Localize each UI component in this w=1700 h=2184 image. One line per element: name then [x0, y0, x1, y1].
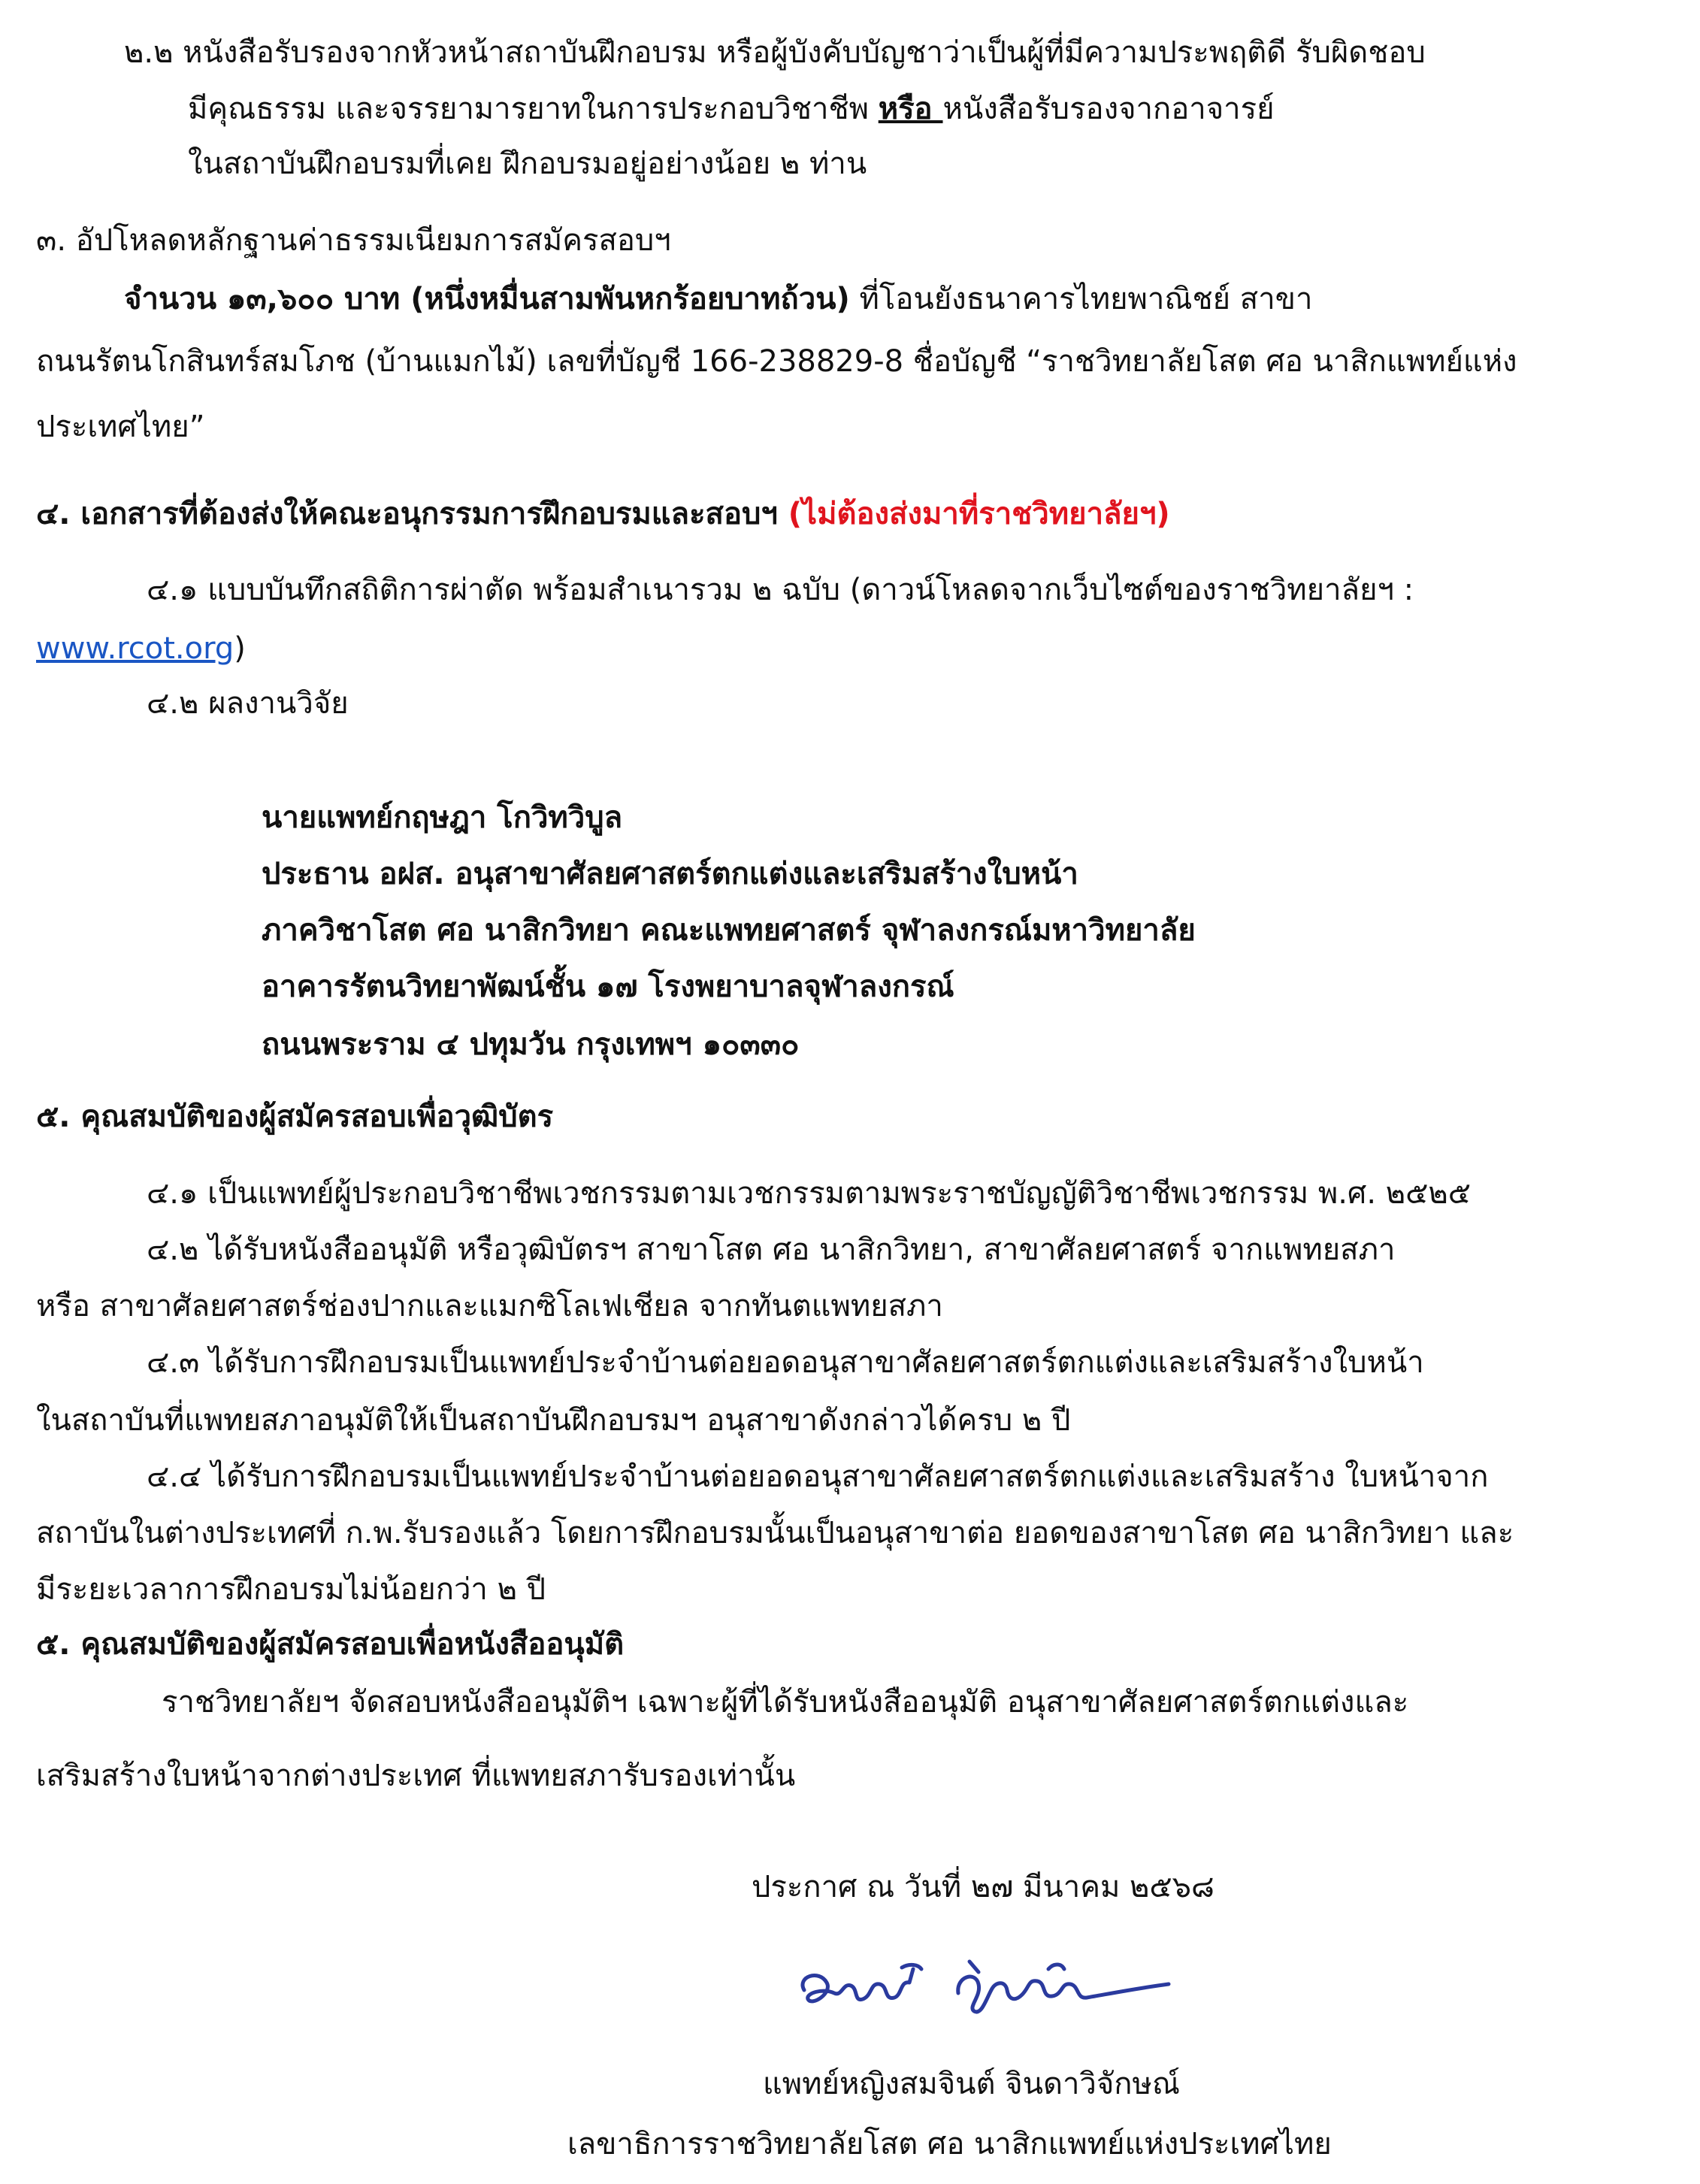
signer-name: แพทย์หญิงสมจินต์ จินดาวิจักษณ์ [763, 2067, 1180, 2101]
address-line-5: ถนนพระราม ๔ ปทุมวัน กรุงเทพฯ ๑๐๓๓๐ [262, 1027, 800, 1062]
section-5-approval-line-1: ราชวิทยาลัยฯ จัดสอบหนังสืออนุมัติฯ เฉพาะผู้ที่ได้รับหนังสืออนุมัติ อนุสาขาศัลยศาสตร์ตกแต่งและ [162, 1685, 1409, 1720]
section-3-account-name-end: ประเทศไทย” [36, 410, 205, 444]
section-2-2-text-a: มีคุณธรรม และจรรยามารยาทในการประกอบวิชาชีพ [188, 92, 879, 126]
section-4-item-1-line-1: ๔.๑ แบบบันทึกสถิติการผ่าตัด พร้อมสำเนารวม ๒ ฉบับ (ดาวน์โหลดจากเว็บไซต์ของราชวิทยาลัยฯ : [147, 573, 1414, 607]
section-4-heading-note: (ไม่ต้องส่งมาที่ราชวิทยาลัยฯ) [788, 497, 1170, 531]
section-5-diploma-heading: ๕. คุณสมบัติของผู้สมัครสอบเพื่อวุฒิบัตร [36, 1100, 554, 1134]
section-5-item-2-line-2: หรือ สาขาศัลยศาสตร์ช่องปากและแมกซิโลเฟเชียล จากทันตแพทยสภา [36, 1289, 943, 1323]
fee-amount: จำนวน ๑๓,๖๐๐ บาท (หนึ่งหมื่นสามพันหกร้อยบาทถ้วน) [124, 282, 850, 316]
section-3-account-line: ถนนรัตนโกสินทร์สมโภช (บ้านแมกไม้) เลขที่บัญชี 166-238829-8 ชื่อบัญชี “ราชวิทยาลัยโสต ศอ นาสิกแพทย์แห่ง [36, 344, 1517, 379]
section-4-heading [36, 493, 1170, 535]
section-2-2-or-emphasis: หรือ [878, 92, 943, 126]
section-2-2-text-b: หนังสือรับรองจากอาจารย์ [942, 92, 1275, 126]
fee-bank-text: ที่โอนยังธนาคารไทยพาณิชย์ สาขา [849, 282, 1313, 316]
address-line-4: อาคารรัตนวิทยาพัฒน์ชั้น ๑๗ โรงพยาบาลจุฬาลงกรณ์ [262, 969, 954, 1004]
section-4-item-2: ๔.๒ ผลงานวิจัย [147, 686, 349, 721]
section-4-item-1-line-2 [36, 628, 246, 670]
address-line-1: นายแพทย์กฤษฎา โกวิทวิบูล [262, 800, 623, 835]
address-line-3: ภาควิชาโสต ศอ นาสิกวิทยา คณะแพทยศาสตร์ จุฬาลงกรณ์มหาวิทยาลัย [262, 913, 1196, 948]
section-3-heading: ๓. อัปโหลดหลักฐานค่าธรรมเนียมการสมัครสอบฯ [36, 223, 671, 258]
signer-title: เลขาธิการราชวิทยาลัยโสต ศอ นาสิกแพทย์แห่งประเทศไทย [567, 2127, 1332, 2161]
section-5-item-4-line-3: มีระยะเวลาการฝึกอบรมไม่น้อยกว่า ๒ ปี [36, 1572, 546, 1607]
section-2-2-line-1: ๒.๒ หนังสือรับรองจากหัวหน้าสถาบันฝึกอบรม หรือผู้บังคับบัญชาว่าเป็นผู้ที่มีความประพฤติดี รับผิดชอบ [124, 35, 1426, 70]
section-5-approval-heading: ๕. คุณสมบัติของผู้สมัครสอบเพื่อหนังสืออนุมัติ [36, 1627, 625, 1662]
handwritten-signature [789, 1947, 1180, 2029]
address-line-2: ประธาน อฝส. อนุสาขาศัลยศาสตร์ตกแต่งและเสริมสร้างใบหน้า [262, 857, 1078, 891]
section-5-item-1: ๔.๑ เป็นแพทย์ผู้ประกอบวิชาชีพเวชกรรมตามเวชกรรมตามพระราชบัญญัติวิชาชีพเวชกรรม พ.ศ. ๒๕๒๕ [147, 1176, 1472, 1211]
section-5-item-4-line-2: สถาบันในต่างประเทศที่ ก.พ.รับรองแล้ว โดยการฝึกอบรมนั้นเป็นอนุสาขาต่อ ยอดของสาขาโสต ศอ นาสิกวิทยา และ [36, 1516, 1514, 1550]
section-2-2-line-2 [188, 88, 1275, 130]
announcement-date: ประกาศ ณ วันที่ ๒๗ มีนาคม ๒๕๖๘ [752, 1870, 1215, 1904]
section-3-amount-line [124, 278, 1312, 320]
section-4-item-1-close: ) [234, 631, 246, 666]
section-5-item-4-line-1: ๔.๔ ได้รับการฝึกอบรมเป็นแพทย์ประจำบ้านต่อยอดอนุสาขาศัลยศาสตร์ตกแต่งและเสริมสร้าง ใบหน้าจาก [147, 1460, 1489, 1494]
section-5-approval-line-2: เสริมสร้างใบหน้าจากต่างประเทศ ที่แพทยสภารับรองเท่านั้น [36, 1759, 796, 1793]
section-5-item-3-line-1: ๔.๓ ได้รับการฝึกอบรมเป็นแพทย์ประจำบ้านต่อยอดอนุสาขาศัลยศาสตร์ตกแต่งและเสริมสร้างใบหน้า [147, 1345, 1424, 1380]
section-5-item-3-line-2: ในสถาบันที่แพทยสภาอนุมัติให้เป็นสถาบันฝึกอบรมฯ อนุสาขาดังกล่าวได้ครบ ๒ ปี [36, 1403, 1071, 1438]
section-4-heading-text: ๔. เอกสารที่ต้องส่งให้คณะอนุกรรมการฝึกอบรมและสอบฯ [36, 497, 788, 531]
rcot-website-link[interactable]: www.rcot.org [36, 631, 234, 666]
section-5-item-2-line-1: ๔.๒ ได้รับหนังสืออนุมัติ หรือวุฒิบัตรฯ สาขาโสต ศอ นาสิกวิทยา, สาขาศัลยศาสตร์ จากแพทยสภา [147, 1233, 1396, 1267]
section-2-2-line-3: ในสถาบันฝึกอบรมที่เคย ฝึกอบรมอยู่อย่างน้อย ๒ ท่าน [188, 147, 867, 181]
